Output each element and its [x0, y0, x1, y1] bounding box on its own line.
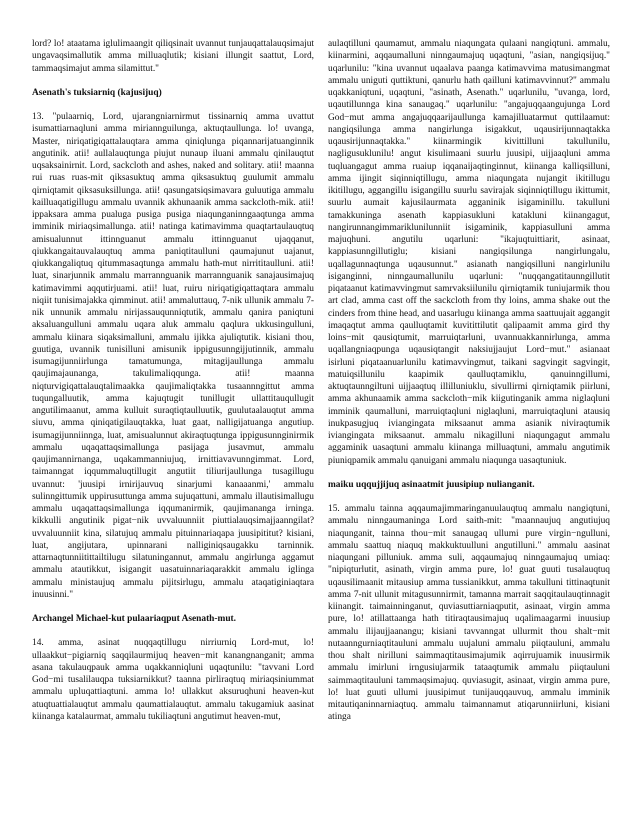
- paragraph-14-continued: aulaqtilluni qaumamut, ammalu niaqungata qulaani nangiqtuni. ammalu, kiinarmini, aqqaumalluni ninngaumajuq uqaqtuni, "asian, nangiqsijuq." uqarlunilu: "kina uvannut uqaalava paanga katimavvima matusimangmat ammalu uniguti quttiktuni, qanurlu hath qailluni katimavvinnut?" ammalu uqakkaniqtuni, uqaqtuni, "asinath, Asenath." uqarlunilu, "uvanga, lord, uqautillunnga kina sanaugaq." uqarlunilu: "angajuqqaangujunga Lord God−mut amma angajuqqaarijaullunga kamajilluatarmut quttilaamut: nangiqsilunga amma nangirlunga isigakkut, uqausirijunnaqtakka uqausirijunnaqtakka." kiinarmingik kivittilluni takullunilu, nagligusuklunilu! angut kisulimaani suurlu juusipi, uijjaaqluni amma tuqluangagut amma ruaiup iqqanaijaqtinginnut, kiinanga kalliqsilluni, amma ijingit siqinniqtillugu, amma niaqungata nujangit ikitillugu ikitillugu, aggangillu isigangillu suurlu savirajak siqinniqtillugu ikittumit, suurlu aumait kajusilaurmata agganinik isigaminillu. takulluni tamakkuninga asenath kappiasukluni katakluni kiinangagut, nangirunnangimmariklunilunniit isigaminik, kappiasulluni amma majuqhuni. angutilu uqarluni: "ikajuqtuittiarit, asinaat, kappiasunngillutiglu; kisiani nangiqsilunga nangirlungalu, uqallagunnaqtunga uqausunnut." asianath nangiqsilluni nangirlunilu isiganginni, ninngaumallunilu uqarluni: "nuqqangatitaunngillutit piqataanut katimavvingmut samrvaksiilunilu qirniqtamik tuniujarmik thou art clad, amma cast off the sackcloth from thy loins, amma shake out the cinders from thine head, and uasarlugu kiinanga amma saattuujait aggangit imaqaqtut amma qaulluqtamit kuvitittilutit qalipaamit amma gird thy loins−mit qausiqtumit, marruiqtarluni, uvannuakkannirlunga, amma uqallangniaqpunga uqausiqtangit naksiujjaujut Lord−mut." asianaat isirluni piqataanuarlunilu katimavvingmut, taikani sagvingit sagvingit, matuiqsillunilu kaapimik qaulluqtamiklu, qanuinngillumi, aktuqtaunngiltuni uijjaaqtuq illilluniuklu, sivullirmi qirniqtamik piirluni, amma akhunaamik amma sackcloth−mik kiigutinganik amma niglaqluni imminik qaumalluni, marruiqtaqluni niglaqluni, marruiqtaqluni atausiq inukpasugjuq iviangingata miksaanut amma asianik niviraqtumik iviangingata miksaanut. ammalu nikagilluni niaqungagut ammalu aggaminik uasaqtuni ammalu kiinanga milluaqtuni, ammalu angutimik piuniqpamik ammalu qanuigani ammalu niaqunga uasaqtuniuk.: [328, 39, 610, 466]
- paragraph-14: 14. amma, asinat nuqqaqtillugu nirriurniq Lord-mut, lo! ullaakkut−pigiarniq saqqilaurmijuq heaven−mit kanangnanganit; amma asana takulauqpauk amma uqakkanniqluni uqaqtunilu: "tavvani Lord God−mi tusalilauqpa tuksiarnikkut? taanna pirliraqtuq miriaqsiniummat ammalu upluqattiaqtuni. amma lo! ullakkut aksuruqhuni heaven-kut atuqtuattialauqtut ammalu qaumattialauqtut. ammalu takugamiuk aasinat kiinanga katalaurmat, ammalu tukiliaqtuni angutimut heaven-mut,: [32, 638, 314, 722]
- section-heading-archangel-michael: Archangel Michael-kut pulaariaqput Asenath-mut.: [32, 614, 237, 624]
- intro-paragraph: lord? lo! ataatama iglulimaangit qiliqsinait uvannut tunjauqattalauqsimajut ungavaqsimallutik amma milluaqlutik; kisiani illungit saattut, Lord, tammaqsimajut amma silamittut.": [32, 39, 314, 74]
- right-column: [328, 38, 610, 818]
- paragraph-15: 15. ammalu tainna aqqaumajimmaringanuulauqtuq ammalu nangiqtuni, ammalu ninngaumaninga Lord saith-mit: "maannaujuq angutiujuq niaqunganit, tainna thou−mit sanaugaq ullumi pure virgin−ngulluni, ammalu saattuq niaquq makkuktuulluni angutilluni." ammalu aasinat niaqungani pilluniuk. amma suli, aqqaumajuq ninngaumajuq umiaq: "nipiqturlutit, asinath, virgin amma pure, lo! guat guuti tusalauqtuq uqausilimaanit mitausiup amma tussianikkut, amma takulluni tittinaqtunit amma 7-nit ullunit mitagusunnirmit, tamanna marrait saqqitaulauqtinnagit kiinangit. taimainninganut, quviasuttiarniaqputit, asinaat, virgin amma pure, lo! atillattaanga hath titiraqtausimajuq uqalimaagarmi inuusiup ammalu ilijaujjaanangu; kisiani tavvanngat ullurmit thou shalt−mit nutaanngurniaqtitauluni ammalu uujaluni ammalu piiqtauluni, ammalu thou shalt nirilluni saimmaqtitausimajumik aqirrujuamik inuusirmik ammalu imirluni irngusiujarmik tataaqtumik ammalu piiqtauluni saimmaqtitauluni tammaqsimajuq. quviasugit, asinaat, virgin amma pure, lo! luat guuti ullumi juusipimut tunijauqqauvuq, ammalu imminik mitautiqaninnarniaqtuq. ammalu taimannamut atiqarunniirluni, kisiani atinga: [328, 504, 610, 723]
- paragraph-13: 13. "pulaarniq, Lord, ujarangniarnirmut tissinarniq amma uvattut isumattiarnaqluni amma miriannguilunga, aktuqtaullunga. lo! uvanga, Master, niriqatigiqattalauqtara amma qiniqlunga piqannarijatuanginnik angutinik. atii! aullalauqtunga piujut nunaup iluani ammalu qinilauqtut uqsaksainirnit. Lord, sackcloth and ashes, naked and solitary. atii! maanna rui ruas ruas-mit qiksasuktuq amma qiksasuktuq guulumit ammalu qirniqtamit qiksasuksillunga. atii! qasungatsiqsimavara guluutiga ammalu kailluaqatigillugu ammalu uvannik akhunaanik amma sackcloth-mik. atii! ippaksara amma pualuga pusiga pusiga niaqunganinngaaqtunga amma imminik miriaqsimallunga. atii! natinga katimavimma quaqtartaulauqtuq amisualunnut ittinnguanut ammalu ittinnguanut ujaqqanut, qiukkangaitauvalauqtuq amma paniqtitaulluni qaumajunut uajanut, qiukkangaliqtuq qitummasaqtunga ammalu hath-mut nirrititaulluni. atii! luat, sinarjunnik ammalu marrannguanik marrannguanik sanajausimajuq katimavimmi aqqutirjuami. atii! luat, ruiru niriqatigiqattaqtara ammalu niqiit tunisimajakka qimminut. atii! ammaluttauq, 7-nik ullunik ammalu 7-nik unnunik ammalu nirijassauqunniqtutik, ammalu qanira paniqtuni aksaluangulluni ammalu uqara aluk ammalu qaqlura ukkusingulluni, ammalu kiinara siqaksimalluni, ammalu ijikka ajuliqtutik. kisiani thou, guutiga, uvannik tunisilluni amisunik ippigusunngijjutinnik, ammalu isumagijunniirlunga tamatumunga, mitagijaullunga ammalu qaujimajaunanga, takulimaliqqunga. atii! maanna niqturvigiqattalauqtalimaakka qaujimaliqtakka tusaannngittut amma tuqungalluutik, amma kajuqtugit tunillugit ullattitauqullugit angutilimaanut, amma kulluit suraqtiqtaulluutik, guulutaalauqtut amma siuvu, amma qiniqatigilauqtakka, luat gaat, nalligijatuanga angutiup. isumagijunniinnga, luat, amisualunnut akiraqtuqtunga ippigusunnginirmik ammalu uqaqattaqsimallunga pasijaga jusavmut, ammalu qaujimannirnanga, uqakammanniujuq, irnittiavavunngimmat. Lord, taimanngat iqqummaluqtillugit angutiit tiliurijaullunga tusagillugu uvannut: 'juusipi irnirijauvuq sinarjumi kanaaanmi,' ammalu sulinngittumik uppirusuttunga amma sujuqattuni, ammalu illautisimallugu ammalu uqaqattaqsimallunga iqqumanirmik, qaujimananga irninga. kikkulli angutinik pigat−nik uvvaluunniit piuttialauqsimajjaanngilat? uvvaluunniit kina, silatujuq ammalu pituinnariaqapa juusipititut? kisiani, luat, angijutara, upinnarani nalliginiqsaugakku tarninnik. attarnaqtunniitittailtilugu silatuningannut, ammalu angirlunga aggamut ammalu atautikkut, isigangit uasatuinnariaqarakkit ammalu iglinga ammalu ministaujuq ammalu pijitsirlugu, ammalu ataqatiginiaqtara inuusinni.": [32, 112, 314, 600]
- section-heading-michael-tells: maiku uqqujjijuq asinaatmit juusipiup nulianganit.: [328, 479, 535, 490]
- section-heading-asenath-prayer: Asenath's tuksiarniq (kajusijuq): [32, 87, 162, 98]
- left-column: [32, 38, 314, 818]
- document-page: [32, 38, 610, 818]
